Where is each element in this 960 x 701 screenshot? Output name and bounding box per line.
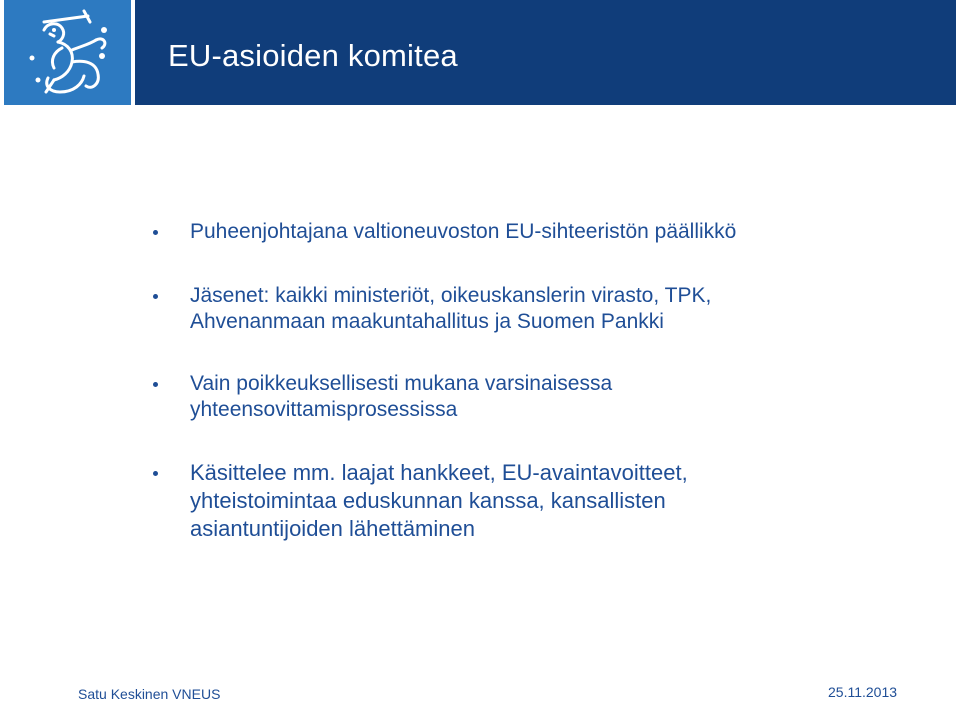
bullet-marker bbox=[153, 230, 158, 235]
bullet-marker bbox=[153, 294, 158, 299]
bullet-text-line: asiantuntijoiden lähettäminen bbox=[190, 516, 475, 541]
bullet-marker bbox=[153, 471, 158, 476]
bullet-item bbox=[190, 219, 910, 245]
bullet-text-line: yhteensovittamisprosessissa bbox=[190, 398, 458, 421]
bullet-item bbox=[190, 283, 910, 335]
bullet-text-line: yhteistoimintaa eduskunnan kanssa, kansallisten bbox=[190, 488, 666, 513]
bullet-text-line: Ahvenanmaan maakuntahallitus ja Suomen Pankki bbox=[190, 310, 664, 333]
bullet-marker bbox=[153, 382, 158, 387]
footer-author: Satu Keskinen VNEUS bbox=[78, 686, 221, 701]
bullet-text: Puheenjohtajana valtioneuvoston EU-sihteeristön päällikkö bbox=[190, 220, 737, 243]
footer-date: 25.11.2013 bbox=[828, 684, 898, 700]
bullet-item bbox=[190, 371, 910, 423]
bullet-text-line: Käsittelee mm. laajat hankkeet, EU-avaintavoitteet, bbox=[190, 460, 688, 485]
slide-title: EU-asioiden komitea bbox=[168, 38, 458, 73]
bullet-text-line: Jäsenet: kaikki ministeriöt, oikeuskanslerin virasto, TPK, bbox=[190, 284, 712, 307]
bullet-item bbox=[190, 459, 910, 543]
bullet-text-line: Vain poikkeuksellisesti mukana varsinaisessa bbox=[190, 372, 613, 395]
